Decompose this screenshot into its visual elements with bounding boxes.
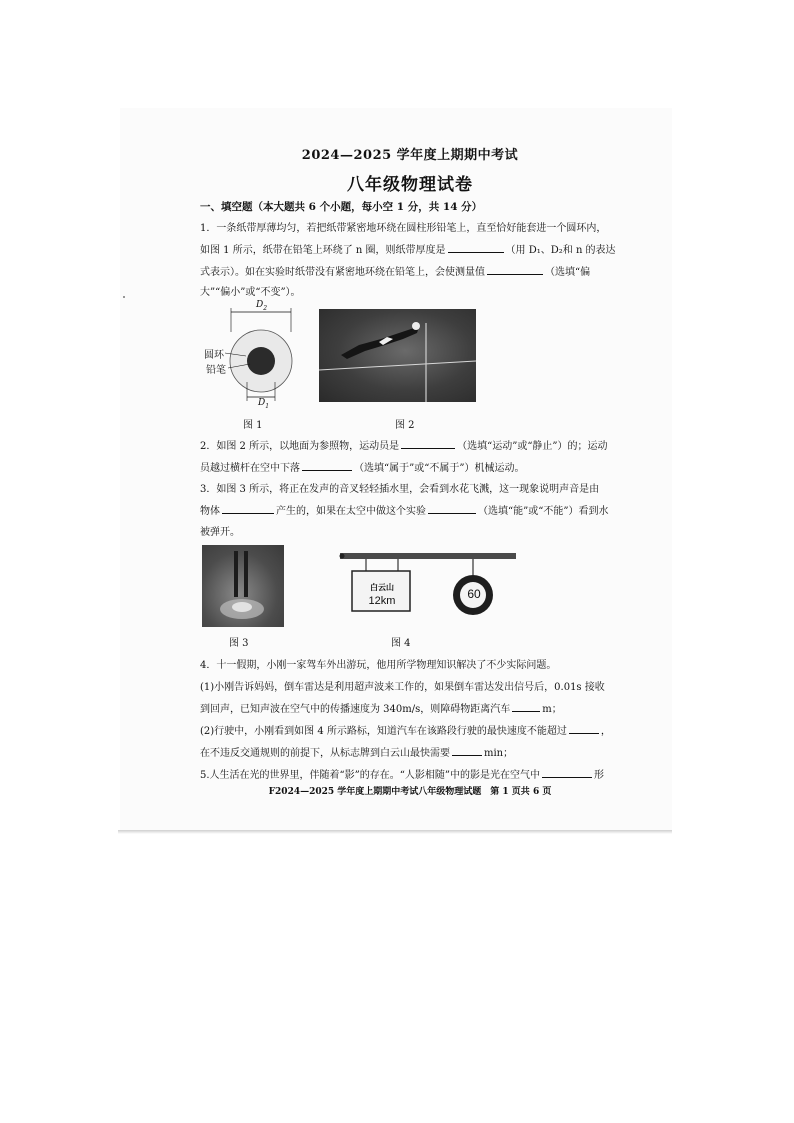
q2-blank-mechanical — [302, 461, 352, 471]
q1-text: （用 D₁、D₂和 n 的表达 — [505, 245, 616, 256]
athlete-head — [412, 322, 420, 330]
page-edge-shadow — [118, 830, 672, 834]
crossbar — [319, 361, 476, 370]
q3-line3: 被弹开。 — [200, 527, 240, 538]
figure-1-caption: 图 1 — [243, 420, 263, 431]
q2-blank-motion — [401, 439, 455, 449]
q4-blank-speed — [569, 724, 599, 734]
q4-blank-time — [452, 746, 482, 756]
pencil-label: 铅笔 — [206, 365, 226, 376]
q5-blank-shadow — [542, 768, 592, 778]
q2-line1: 2．如图 2 所示，以地面为参照物，运动员是 （选填“运动”或“静止”）的；运动 — [200, 441, 608, 452]
q1-text: 式表示）。如在实验时纸带没有紧密地环绕在铅笔上，会使测量值 — [200, 267, 485, 278]
figure-2-high-jump-photo — [319, 309, 476, 402]
athlete-silhouette — [341, 327, 419, 359]
sign-place-name: 白云山 — [370, 583, 394, 592]
d2-label: $D_2$ — [256, 300, 268, 312]
q4-line4: (2)行驶中，小刚看到如图 4 所示路标，知道汽车在该路段行驶的最快速度不能超过 ， — [200, 726, 611, 737]
q3-line1: 3．如图 3 所示，将正在发声的音叉轻轻插水里，会看到水花飞溅，这一现象说明声音是由 — [200, 484, 600, 495]
gantry-end — [340, 554, 345, 559]
figure-3-caption: 图 3 — [229, 638, 249, 649]
q5-line1: 5.人生活在光的世界里，伴随着“影”的存在。“人影相随”中的影是光在空气中 形 — [200, 770, 604, 781]
speed-limit-value: 60 — [467, 587, 481, 601]
q4-line3: 到回声，已知声波在空气中的传播速度为 340m/s，则障碍物距离汽车 m； — [200, 704, 562, 715]
q1-line3 — [200, 263, 590, 278]
q4-line5: 在不违反交通规则的前提下，从标志牌到白云山最快需要 min； — [200, 748, 514, 759]
figure-2-caption: 图 2 — [395, 420, 415, 431]
fork-prong-right — [244, 551, 248, 597]
page-footer: F2024—2025 学年度上期期中考试八年级物理试题 第 1 页共 6 页 — [268, 787, 552, 797]
pencil-circle — [247, 347, 275, 375]
tuning-fork-drawing — [202, 545, 284, 627]
q1-blank-measure — [487, 265, 543, 275]
q4-line1: 4．十一假期，小刚一家驾车外出游玩，他用所学物理知识解决了不少实际问题。 — [200, 660, 557, 671]
section-heading: 一、填空题（本大题共 6 个小题，每小空 1 分，共 14 分） — [200, 201, 483, 213]
q3-blank-space — [428, 504, 476, 514]
q3-blank-source — [222, 504, 274, 514]
ring-label: 圆环 — [204, 350, 224, 361]
q4-blank-distance — [512, 702, 540, 712]
sign-gantry-bar — [340, 553, 516, 559]
figure-4-caption: 图 4 — [391, 638, 411, 649]
fork-prong-left — [234, 551, 238, 597]
q1-text: 如图 1 所示，纸带在铅笔上环绕了 n 圈，则纸带厚度是 — [200, 245, 446, 256]
scan-speck — [123, 296, 125, 298]
q2-line2: 员越过横杆在空中下落 （选填“属于”或“不属于”）机械运动。 — [200, 463, 525, 474]
q4-line2: (1)小刚告诉妈妈，倒车雷达是利用超声波来工作的，如果倒车雷达发出信号后，0.01s 接收 — [200, 682, 605, 693]
splash-highlight — [232, 602, 252, 612]
q1-blank-thickness — [448, 243, 504, 253]
q1-line2 — [200, 241, 616, 256]
sign-distance: 12km — [368, 595, 396, 607]
q1-text: （选填“偏 — [545, 267, 591, 278]
q1-line1: 1．一条纸带厚薄均匀，若把纸带紧密地环绕在圆柱形铅笔上，直至恰好能套进一个圆环内， — [200, 223, 607, 234]
q1-line4: 大”“偏小”或“不变”）。 — [200, 287, 301, 298]
exam-subtitle: 八年级物理试卷 — [347, 175, 473, 195]
figure-3-tuning-fork-photo — [202, 545, 284, 627]
high-jump-drawing — [319, 309, 476, 402]
d1-label: $D_1$ — [258, 398, 270, 410]
exam-title: 2024—2025 学年度上期期中考试 — [301, 148, 519, 163]
q3-line2: 物体 产生的，如果在太空中做这个实验 （选填“能”或“不能”）看到水 — [200, 506, 609, 517]
